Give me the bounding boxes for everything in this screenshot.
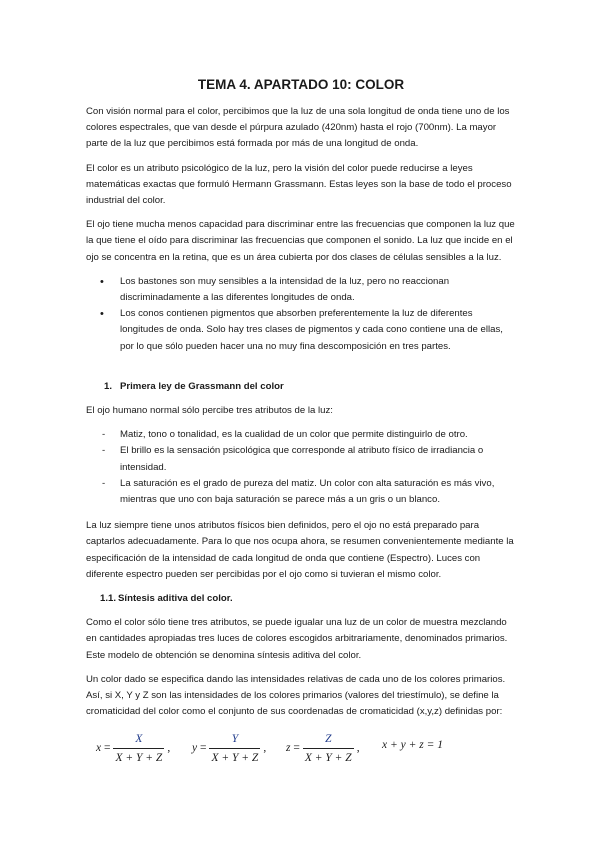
paragraph-attributes-intro: El ojo humano normal sólo percibe tres atributos de la luz: — [86, 405, 333, 417]
paragraph-additive: Como el color sólo tiene tres atributos, se puede igualar una luz de un color de muestra mezclando en cantidades apropiadas tres luces de colores escogidos arbitrariamente, denominados primarios. Este modelo de obtención se denomina síntesis aditiva del color. — [86, 617, 508, 661]
section-number: 1. — [104, 380, 113, 392]
bullet-item-conos: • Los conos contienen pigmentos que absorben preferentemente la luz de diferentes longitudes de onda. Solo hay tres clases de pigmentos y cada cono contiene una de ellas, por lo que sólo pueden hacer una no muy fina descomposición en tres partes. — [86, 306, 516, 355]
formula-z: z = $\frac{Z}{X + Y + Z}$ , — [286, 731, 360, 766]
dash-item-matiz: - Matiz, tono o tonalidad, es la cualidad de un color que permite distinguirlo de otro. — [86, 427, 516, 443]
formula-x: x = $\frac{X}{X + Y + Z}$ , — [96, 731, 170, 766]
dash-item-saturacion: - La saturación es el grado de pureza del matiz. Un color con alta saturación es más vivo, mientras que uno con baja saturación se parece más a un gris o un blanco. — [86, 476, 516, 508]
subsection-title: Síntesis aditiva del color. — [118, 593, 233, 605]
bullet-item-bastones: • Los bastones son muy sensibles a la intensidad de la luz, pero no reaccionan discriminadamente a las diferentes longitudes de onda. — [86, 274, 516, 306]
section-heading-1-1 — [86, 591, 516, 607]
paragraph-psychological: El color es un atributo psicológico de la luz, pero la visión del color puede reducirse a leyes matemáticas exactas que formuló Hermann Grassmann. Estas leyes son la base de todo el proceso industrial del color. — [86, 162, 512, 207]
document-page — [86, 76, 516, 781]
paragraph-spectrum: La luz siempre tiene unos atributos físicos bien definidos, pero el ojo no está preparado para captarlos adecuadamente. Para lo que nos ocupa ahora, se resumen convenientemente mediante la especificación de la intensidad de cada longitud de onda que contiene (Espectro). Luces con diferente espectro pueden ser percibidas por el ojo como si tuvieran el mismo color. — [86, 520, 514, 580]
paragraph-chromaticity: Un color dado se especifica dando las intensidades relativas de cada uno de los colores primarios. Así, si X, Y y Z son las intensidades de los colores primarios (valores del triestímulo), se define la cromaticidad del color como el conjunto de sus coordenadas de cromaticidad (x,y,z) definidas por: — [86, 673, 506, 718]
formula-sum: x + y + z = 1 — [382, 738, 443, 751]
dash-list — [86, 427, 516, 508]
paragraph-eye: El ojo tiene mucha menos capacidad para discriminar entre las frecuencias que componen la luz que la que tiene el oído para discriminar las frecuencias que componen el sonido. La luz que incide en el ojo se concentra en la retina, que es un área cubierta por dos clases de células sensibles a la luz. — [86, 219, 515, 263]
section-title: Primera ley de Grassmann del color — [120, 380, 284, 392]
page-title: TEMA 4. APARTADO 10: COLOR — [197, 77, 405, 92]
subsection-number: 1.1. — [100, 593, 117, 605]
section-heading-1 — [86, 379, 516, 395]
paragraph-intro: Con visión normal para el color, percibimos que la luz de una sola longitud de onda tiene uno de los colores espectrales, que van desde el púrpura azulado (420nm) hasta el rojo (700nm). La mayor parte de la luz que percibimos está formada por más de una longitud de onda. — [86, 106, 510, 150]
bullet-list — [86, 274, 516, 355]
formula-y: y = $\frac{Y}{X + Y + Z}$ , — [192, 731, 266, 766]
formula-row — [86, 731, 516, 781]
dash-item-brillo: - El brillo es la sensación psicológica que corresponde al atributo físico de irradiancia o intensidad. — [86, 443, 516, 475]
